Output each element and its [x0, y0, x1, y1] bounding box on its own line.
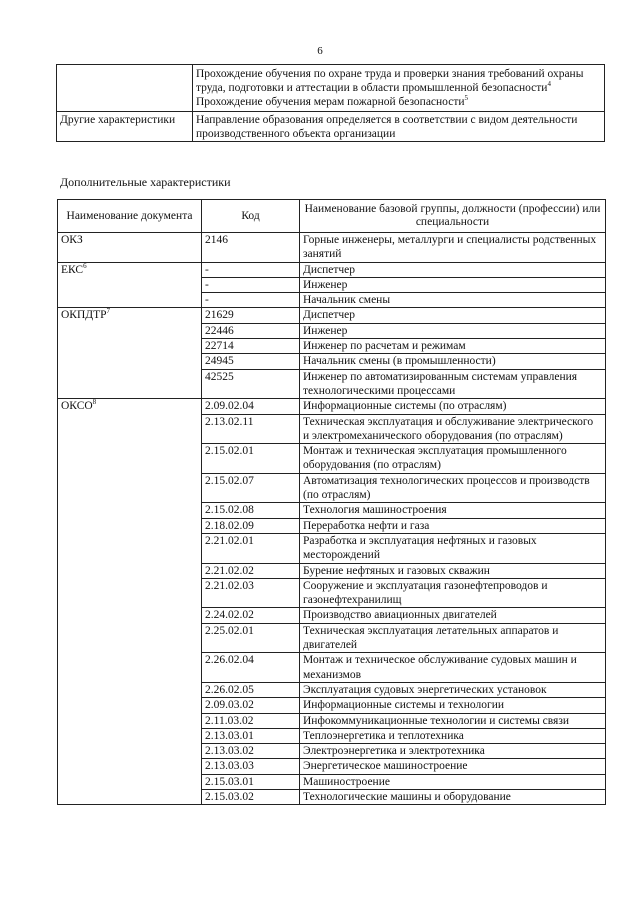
code-cell: 2146: [202, 233, 300, 263]
table-row: [58, 728, 606, 743]
document-cell: [58, 682, 202, 697]
document-cell: [58, 503, 202, 518]
occupation-name-cell: Диспетчер: [300, 308, 606, 323]
code-cell: 2.26.02.05: [202, 682, 300, 697]
document-cell: [58, 728, 202, 743]
document-cell: [58, 444, 202, 474]
document-cell: [58, 713, 202, 728]
code-cell: 21629: [202, 308, 300, 323]
occupation-name-cell: Инженер: [300, 277, 606, 292]
occupation-name-cell: Инженер по расчетам и режимам: [300, 339, 606, 354]
document-cell: [58, 774, 202, 789]
document-cell: [58, 414, 202, 444]
code-cell: -: [202, 277, 300, 292]
table-row: [58, 308, 606, 323]
document-cell: [58, 354, 202, 369]
occupation-name-cell: Теплоэнергетика и теплотехника: [300, 728, 606, 743]
occupation-name-cell: Автоматизация технологических процессов и производств (по отраслям): [300, 473, 606, 503]
code-cell: 42525: [202, 369, 300, 399]
code-cell: 2.15.02.07: [202, 473, 300, 503]
code-cell: 2.21.02.03: [202, 578, 300, 608]
code-cell: 2.21.02.01: [202, 533, 300, 563]
table-row: [57, 65, 605, 112]
document-cell: [58, 578, 202, 608]
footnote-ref: 5: [464, 94, 469, 103]
table-row: [58, 563, 606, 578]
code-cell: 2.26.02.04: [202, 653, 300, 683]
code-cell: 2.09.03.02: [202, 698, 300, 713]
occupation-name-cell: Техническая эксплуатация и обслуживание электрического и электромеханического оборудования (по отраслям): [300, 414, 606, 444]
occupation-name-cell: Разработка и эксплуатация нефтяных и газовых месторождений: [300, 533, 606, 563]
occupation-name-cell: Инженер по автоматизированным системам управления технологическими процессами: [300, 369, 606, 399]
table-row: [58, 682, 606, 697]
document-cell: [58, 399, 202, 414]
code-cell: 2.15.03.01: [202, 774, 300, 789]
occupation-name-cell: Начальник смены: [300, 293, 606, 308]
occupation-name-cell: Машиностроение: [300, 774, 606, 789]
code-cell: 2.18.02.09: [202, 518, 300, 533]
code-cell: 24945: [202, 354, 300, 369]
occupation-name-cell: Инфокоммуникационные технологии и системы связи: [300, 713, 606, 728]
occupation-name-cell: Горные инженеры, металлурги и специалисты родственных занятий: [300, 233, 606, 263]
code-cell: 2.24.02.02: [202, 608, 300, 623]
footnote-ref: 6: [83, 261, 87, 270]
occupation-name-cell: Бурение нефтяных и газовых скважин: [300, 563, 606, 578]
table-row: [58, 399, 606, 414]
document-cell: [58, 473, 202, 503]
code-cell: -: [202, 262, 300, 277]
table-row: [58, 277, 606, 292]
table-row: [58, 354, 606, 369]
section-heading: Дополнительные характеристики: [60, 175, 231, 189]
table-row: [58, 293, 606, 308]
table-row: [58, 713, 606, 728]
page-number: 6: [317, 45, 323, 57]
code-cell: 2.11.03.02: [202, 713, 300, 728]
document-name: ОКЗ: [61, 234, 83, 246]
table-row: [58, 789, 606, 804]
document-cell: [58, 623, 202, 653]
code-cell: 2.15.02.01: [202, 444, 300, 474]
header-document: Наименование документа: [58, 200, 202, 233]
occupation-name-cell: Техническая эксплуатация летательных аппаратов и двигателей: [300, 623, 606, 653]
document-cell: [58, 563, 202, 578]
document-cell: [58, 293, 202, 308]
code-cell: 2.13.03.03: [202, 759, 300, 774]
table-row: [58, 774, 606, 789]
code-cell: 22446: [202, 323, 300, 338]
table-row: [58, 444, 606, 474]
table-row: [58, 262, 606, 277]
document-cell: [58, 518, 202, 533]
table-row: [58, 473, 606, 503]
document-name: ЕКС: [61, 263, 84, 276]
table-row: [58, 339, 606, 354]
occupation-name-cell: Технология машиностроения: [300, 503, 606, 518]
header-name: Наименование базовой группы, должности (профессии) или специальности: [300, 200, 606, 233]
table-header-row: [58, 200, 606, 233]
code-cell: 2.21.02.02: [202, 563, 300, 578]
code-cell: 2.15.03.02: [202, 789, 300, 804]
table-row: [58, 578, 606, 608]
requirement-text: Прохождение обучения по охране труда и проверки знания требований охраны труда, подготовки и аттестации в области промышленной безопасности$^4$ Прохождение обучения мерам пожарной безопасности$^5$: [193, 65, 605, 112]
document-cell: [58, 608, 202, 623]
document-name: ОКПДТР: [61, 309, 107, 322]
table-row: [58, 653, 606, 683]
code-cell: 2.13.03.02: [202, 744, 300, 759]
document-cell: [58, 339, 202, 354]
document-cell: [58, 308, 202, 323]
footnote-ref: 7: [106, 307, 111, 316]
occupation-name-cell: Монтаж и техническое обслуживание судовых машин и механизмов: [300, 653, 606, 683]
code-cell: 2.13.03.01: [202, 728, 300, 743]
occupation-name-cell: Начальник смены (в промышленности): [300, 354, 606, 369]
footnote-ref: 4: [547, 80, 551, 89]
table-row: [58, 518, 606, 533]
table-row: [58, 369, 606, 399]
row-label: [57, 65, 193, 112]
document-cell: [58, 789, 202, 804]
occupation-name-cell: Информационные системы (по отраслям): [300, 399, 606, 414]
table-row: [58, 759, 606, 774]
additional-characteristics-table: [57, 199, 606, 805]
document-cell: [58, 653, 202, 683]
table-row: [58, 414, 606, 444]
document-cell: [58, 698, 202, 713]
document-cell: [58, 369, 202, 399]
code-cell: -: [202, 293, 300, 308]
table-row: [58, 503, 606, 518]
occupation-name-cell: Энергетическое машиностроение: [300, 759, 606, 774]
occupation-name-cell: Производство авиационных двигателей: [300, 608, 606, 623]
qualification-requirements-table: [56, 64, 605, 142]
occupation-name-cell: Монтаж и техническая эксплуатация промышленного оборудования (по отраслям): [300, 444, 606, 474]
footnote-ref: 8: [92, 398, 97, 407]
table-row: [58, 698, 606, 713]
occupation-name-cell: Эксплуатация судовых энергетических установок: [300, 682, 606, 697]
occupation-name-cell: Технологические машины и оборудование: [300, 789, 606, 804]
code-cell: 2.09.02.04: [202, 399, 300, 414]
table-row: [57, 112, 605, 142]
code-cell: 2.15.02.08: [202, 503, 300, 518]
occupation-name-cell: Электроэнергетика и электротехника: [300, 744, 606, 759]
code-cell: 2.13.02.11: [202, 414, 300, 444]
occupation-name-cell: Сооружение и эксплуатация газонефтепроводов и газонефтехранилищ: [300, 578, 606, 608]
table-row: [58, 623, 606, 653]
table-row: [58, 323, 606, 338]
code-cell: 22714: [202, 339, 300, 354]
code-cell: 2.25.02.01: [202, 623, 300, 653]
occupation-name-cell: Информационные системы и технологии: [300, 698, 606, 713]
document-cell: [58, 233, 202, 263]
table-row: [58, 744, 606, 759]
table-row: [58, 233, 606, 263]
occupation-name-cell: Переработка нефти и газа: [300, 518, 606, 533]
row-label: Другие характеристики: [57, 112, 193, 142]
table-row: [58, 608, 606, 623]
document-cell: [58, 759, 202, 774]
table-row: [58, 533, 606, 563]
document-cell: [58, 744, 202, 759]
document-cell: [58, 533, 202, 563]
document-cell: [58, 323, 202, 338]
document-name: ОКСО: [61, 400, 93, 413]
document-cell: [58, 277, 202, 292]
occupation-name-cell: Диспетчер: [300, 262, 606, 277]
occupation-name-cell: Инженер: [300, 323, 606, 338]
requirement-text: Направление образования определяется в соответствии с видом деятельности производственного объекта организации: [193, 112, 605, 142]
header-code: Код: [202, 200, 300, 233]
document-cell: [58, 262, 202, 277]
